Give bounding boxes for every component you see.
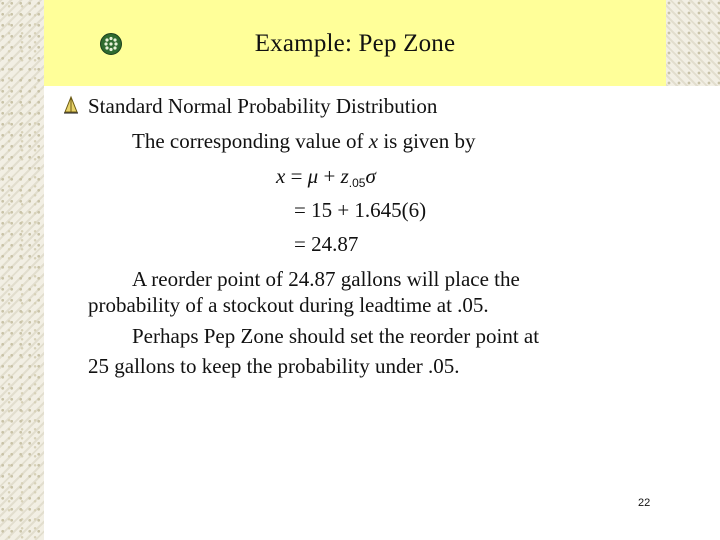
intro-variable: x [368,129,379,153]
formula-step-2: = 24.87 [294,232,359,256]
formula-subscript: .05 [348,176,366,190]
formula-step-1: = 15 + 1.645(6) [294,198,427,222]
formula-plus: + [318,164,341,188]
paragraph-1-line-2: probability of a stockout during leadtime at .05. [88,293,489,317]
left-texture-panel [0,0,44,540]
formula-mu: μ [307,164,319,188]
bullet-heading: Standard Normal Probability Distribution [88,94,438,118]
page-number: 22 [638,497,651,509]
formula-z: z [340,164,349,188]
intro-text-before: The corresponding value of [132,129,369,153]
paragraph-1-line-1: A reorder point of 24.87 gallons will place the [132,267,520,291]
formula-sigma: σ [365,164,376,188]
paragraph-2-line-2: 25 gallons to keep the probability under .05. [88,354,460,378]
intro-text-after: is given by [378,129,476,153]
leaf-bullet-icon [62,94,80,114]
formula-line [276,162,376,197]
intro-line [132,127,476,155]
formula-equals: = [285,164,308,188]
slide-title: Example: Pep Zone [254,30,456,57]
right-texture-panel [666,0,720,86]
formula-lhs: x [276,164,286,188]
paragraph-2-line-1: Perhaps Pep Zone should set the reorder point at [132,324,540,348]
